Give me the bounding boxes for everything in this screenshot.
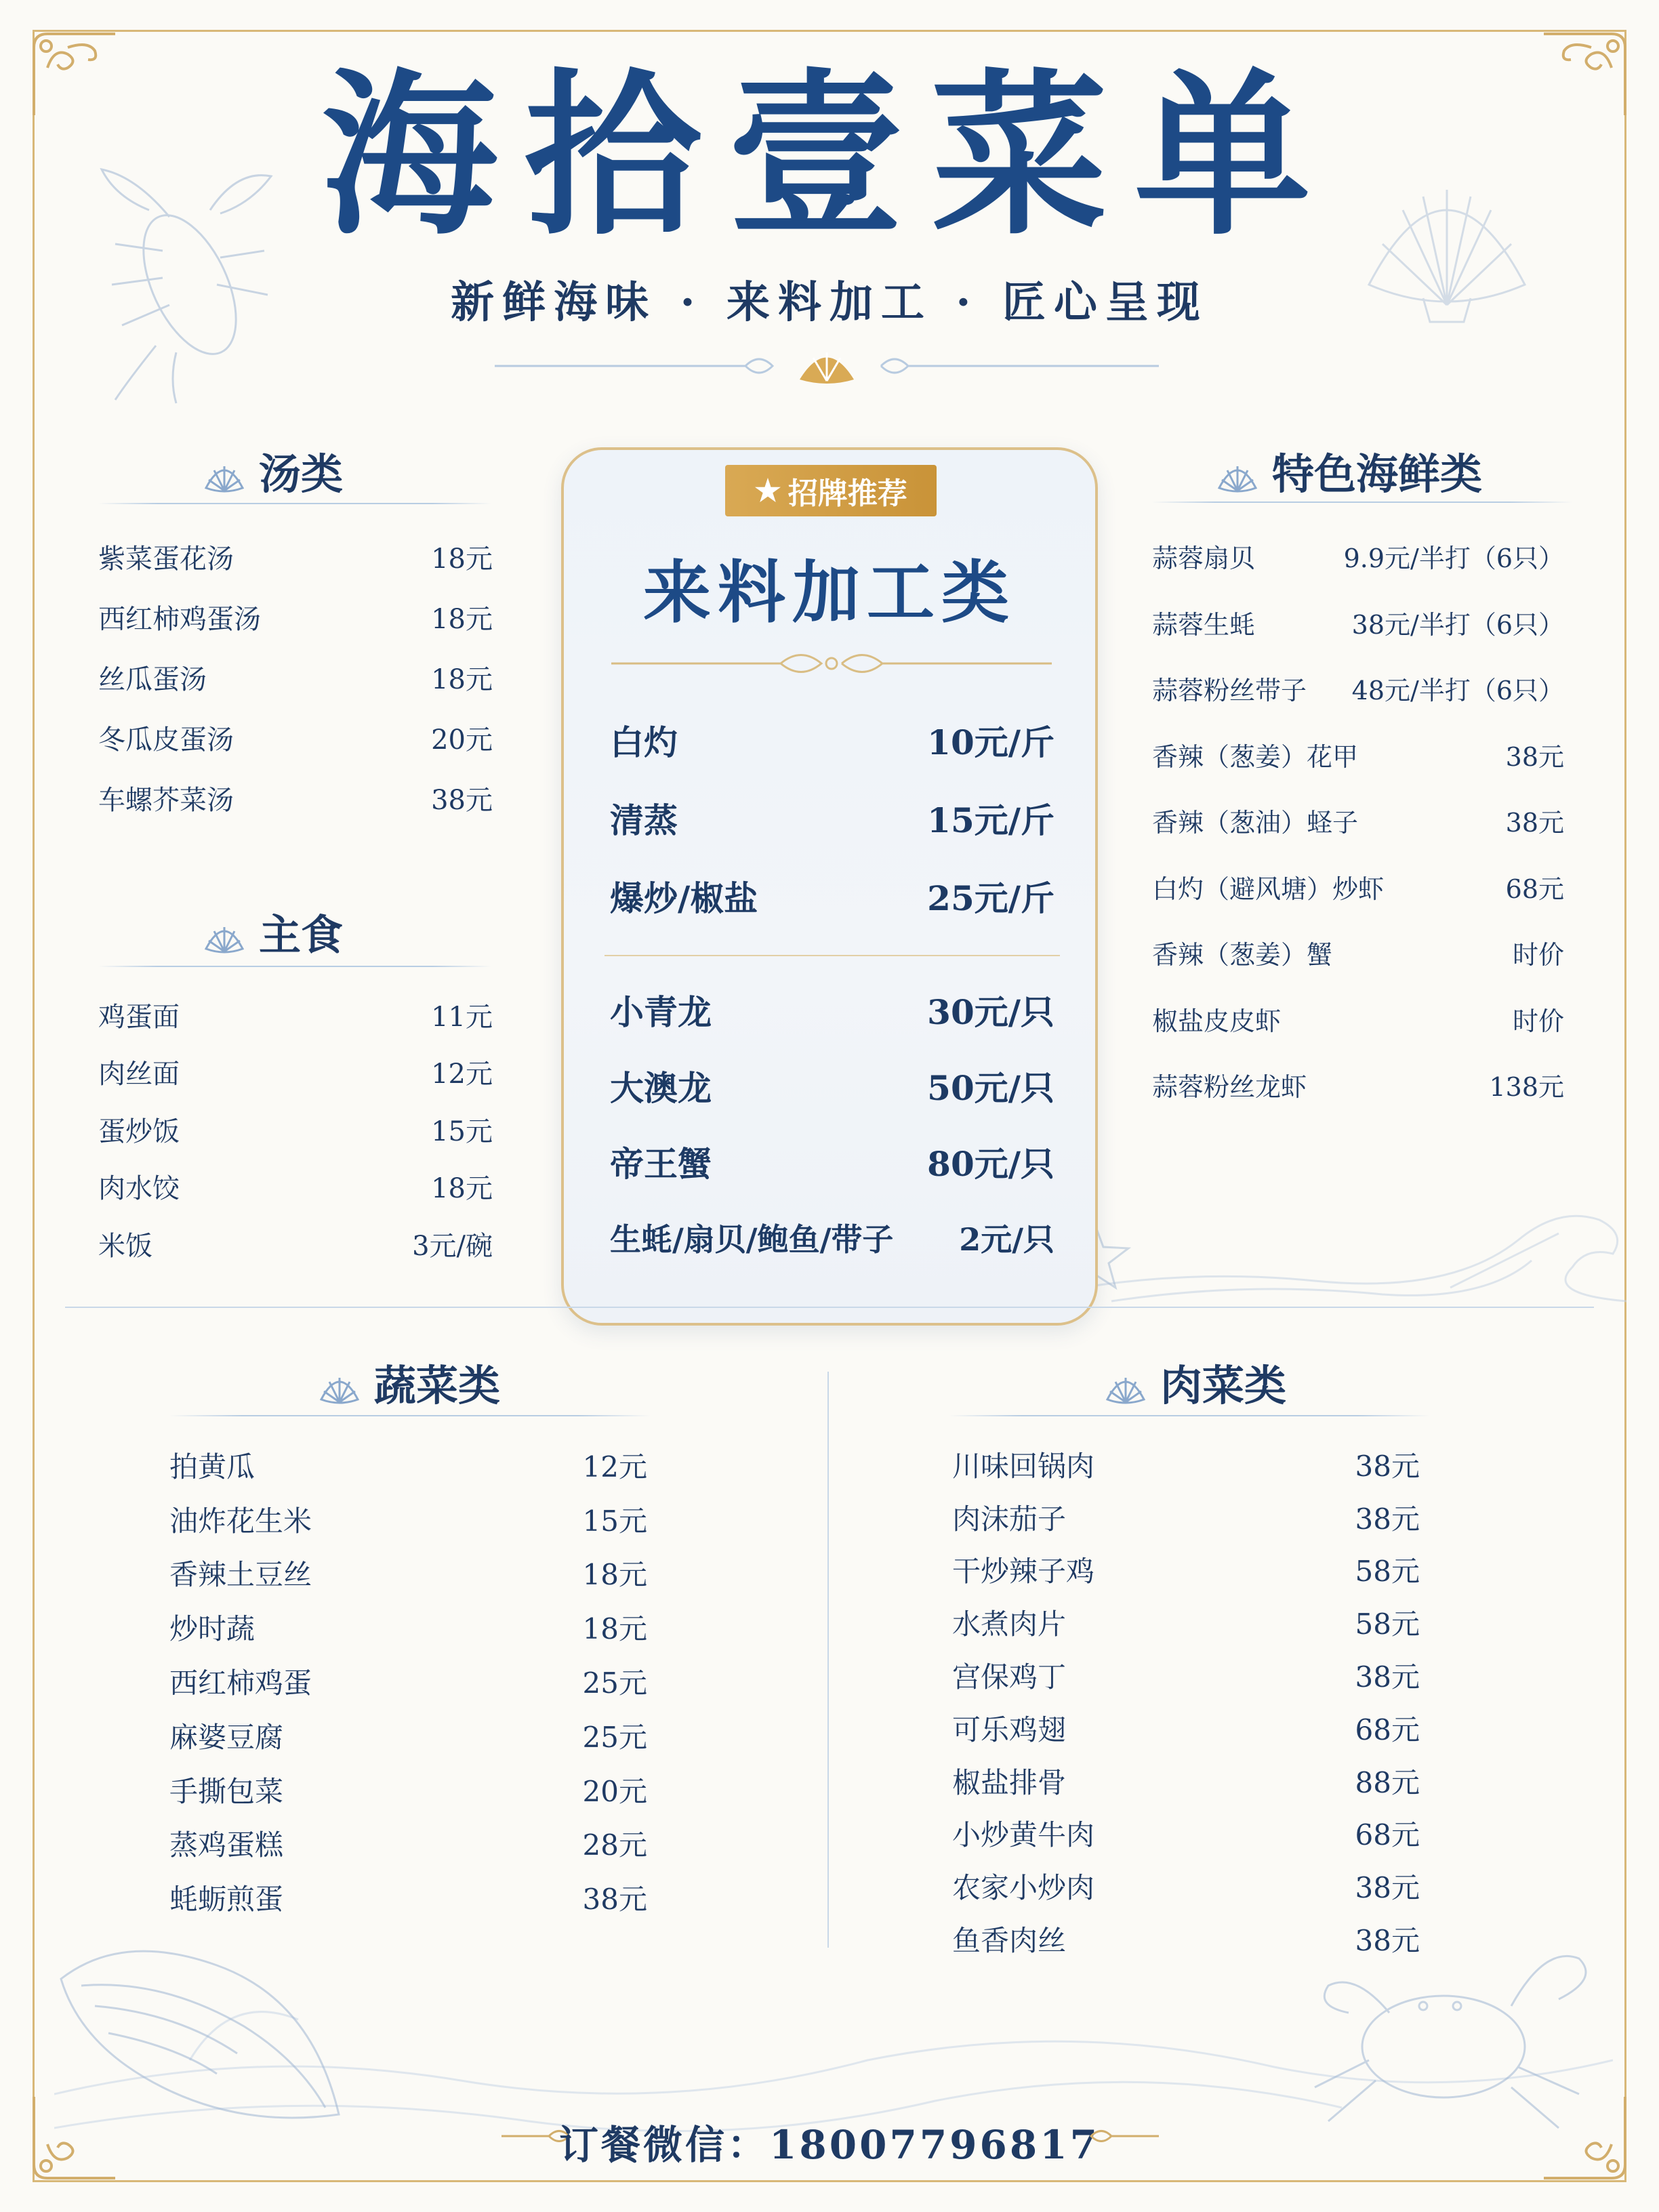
item-name: 西红柿鸡蛋汤 — [98, 604, 261, 635]
menu-item — [952, 1438, 1420, 1491]
menu-item — [952, 1912, 1420, 1965]
seafood-list — [1152, 523, 1564, 1118]
menu-item — [169, 1547, 647, 1601]
menu-item — [1152, 523, 1564, 590]
item-name: 手撕包菜 — [169, 1774, 284, 1808]
item-price: 25元 — [582, 1720, 647, 1754]
featured-group1 — [610, 701, 1054, 935]
menu-item — [98, 1044, 493, 1101]
item-price: 15元 — [582, 1504, 647, 1538]
item-name: 川味回锅肉 — [952, 1449, 1095, 1483]
soup-heading-label: 汤类 — [259, 449, 344, 499]
item-name: 蒸鸡蛋糕 — [169, 1828, 284, 1862]
item-price: 138元 — [1489, 1072, 1564, 1103]
item-name: 大澳龙 — [610, 1068, 712, 1108]
card-ornament-icon — [611, 643, 1052, 684]
item-name: 蛋炒饭 — [98, 1115, 180, 1147]
item-name: 麻婆豆腐 — [169, 1720, 284, 1754]
meat-heading — [1105, 1352, 1286, 1412]
item-price: 18元 — [582, 1558, 647, 1592]
menu-item — [1152, 920, 1564, 986]
item-name: 帝王蟹 — [610, 1144, 712, 1184]
item-name: 白灼（避风塘）炒虾 — [1152, 874, 1385, 904]
shell-icon — [203, 454, 245, 488]
item-price: 38元 — [1355, 1502, 1420, 1536]
menu-item — [98, 986, 493, 1044]
veg-heading-label: 蔬菜类 — [374, 1361, 501, 1410]
featured-card — [561, 447, 1098, 1326]
item-name: 水煮肉片 — [952, 1607, 1067, 1641]
item-price: 25元 — [582, 1666, 647, 1700]
meat-rule — [949, 1415, 1430, 1416]
item-price: 2元/只 — [959, 1221, 1054, 1258]
badge-label: 招牌推荐 — [787, 476, 907, 511]
menu-item — [98, 587, 493, 647]
item-name: 紫菜蛋花汤 — [98, 544, 234, 575]
item-price: 50元/只 — [927, 1068, 1054, 1108]
menu-item — [169, 1654, 647, 1708]
featured-heading: 来料加工类 — [643, 552, 1016, 632]
menu-item — [169, 1492, 647, 1547]
item-name: 清蒸 — [610, 800, 678, 840]
item-price: 30元/只 — [927, 992, 1054, 1032]
soup-rule — [98, 503, 491, 504]
item-price: 68元 — [1355, 1818, 1420, 1852]
menu-item — [952, 1702, 1420, 1755]
item-price: 9.9元/半打（6只） — [1343, 544, 1564, 574]
shell-icon — [319, 1366, 361, 1399]
veg-heading — [319, 1352, 500, 1412]
menu-item — [610, 701, 1054, 779]
item-price: 38元 — [1355, 1660, 1420, 1694]
item-price: 18元 — [431, 1173, 493, 1205]
column-divider — [827, 1372, 829, 1948]
item-price: 12元 — [582, 1450, 647, 1483]
item-name: 蒜蓉粉丝带子 — [1152, 676, 1307, 706]
staple-heading — [203, 901, 343, 962]
order-contact — [0, 2113, 1659, 2170]
item-price: 18元 — [582, 1612, 647, 1646]
menu-item — [1152, 590, 1564, 656]
menu-item — [98, 708, 493, 768]
menu-item — [98, 768, 493, 828]
menu-item — [169, 1600, 647, 1654]
item-price: 时价 — [1512, 940, 1564, 970]
header-divider-ornament — [488, 339, 1166, 393]
item-price: 58元 — [1355, 1555, 1420, 1589]
menu-item — [610, 779, 1054, 857]
item-price: 38元 — [1505, 808, 1564, 838]
item-name: 干炒辣子鸡 — [952, 1555, 1095, 1589]
item-name: 鱼香肉丝 — [952, 1924, 1067, 1958]
soup-list — [98, 527, 493, 828]
item-name: 小青龙 — [610, 992, 712, 1032]
item-name: 米饭 — [98, 1230, 152, 1262]
section-divider — [65, 1307, 1594, 1308]
item-name: 生蚝/扇贝/鲍鱼/带子 — [610, 1221, 894, 1258]
menu-item — [952, 1860, 1420, 1912]
menu-item — [1152, 854, 1564, 920]
item-price: 38元 — [1355, 1449, 1420, 1483]
item-price: 68元 — [1355, 1713, 1420, 1746]
seafood-heading-label: 特色海鲜类 — [1272, 449, 1483, 499]
item-price: 20元 — [582, 1774, 647, 1808]
veg-rule — [169, 1415, 651, 1416]
item-name: 香辣（葱姜）蟹 — [1152, 940, 1333, 970]
item-name: 拍黄瓜 — [169, 1450, 255, 1483]
item-price: 3元/碗 — [412, 1230, 493, 1262]
menu-item — [952, 1807, 1420, 1860]
menu-item — [952, 1491, 1420, 1544]
item-price: 15元/斤 — [927, 800, 1054, 840]
item-price: 18元 — [431, 544, 493, 575]
item-name: 炒时蔬 — [169, 1612, 255, 1646]
item-name: 蚝蛎煎蛋 — [169, 1883, 284, 1917]
star-icon: ★ — [754, 473, 781, 508]
item-price: 48元/半打（6只） — [1351, 676, 1564, 706]
meat-heading-label: 肉菜类 — [1160, 1361, 1287, 1410]
menu-item — [98, 1215, 493, 1273]
shell-icon — [1216, 454, 1258, 488]
item-name: 可乐鸡翅 — [952, 1713, 1067, 1746]
item-name: 肉丝面 — [98, 1059, 180, 1090]
menu-item — [169, 1870, 647, 1925]
item-price: 38元 — [1355, 1924, 1420, 1958]
menu-item — [98, 1101, 493, 1158]
footer-ornament-icon — [1084, 2123, 1159, 2150]
menu-item — [610, 857, 1054, 935]
item-price: 38元 — [582, 1883, 647, 1917]
item-name: 冬瓜皮蛋汤 — [98, 724, 234, 756]
menu-item — [952, 1649, 1420, 1702]
item-price: 88元 — [1355, 1765, 1420, 1799]
menu-item — [1152, 655, 1564, 722]
menu-item — [610, 1200, 1054, 1275]
item-price: 38元/半打（6只） — [1351, 609, 1564, 640]
item-price: 25元/斤 — [927, 878, 1054, 918]
menu-item — [169, 1438, 647, 1492]
menu-item — [169, 1708, 647, 1763]
item-name: 小炒黄牛肉 — [952, 1818, 1095, 1852]
menu-item — [169, 1763, 647, 1817]
veg-list — [169, 1438, 647, 1925]
contact-phone: 18007796817 — [769, 2122, 1100, 2168]
item-price: 38元 — [1355, 1871, 1420, 1905]
menu-item — [1152, 1052, 1564, 1118]
featured-group2 — [610, 972, 1054, 1275]
item-price: 10元/斤 — [927, 722, 1054, 762]
item-name: 肉沫茄子 — [952, 1502, 1067, 1536]
card-separator — [605, 955, 1060, 956]
staple-list — [98, 986, 493, 1273]
shell-icon — [1105, 1366, 1147, 1399]
contact-label: 订餐微信： — [559, 2122, 770, 2168]
item-name: 白灼 — [610, 722, 678, 762]
item-price: 11元 — [431, 1001, 493, 1033]
item-name: 肉水饺 — [98, 1173, 180, 1205]
item-price: 38元 — [431, 785, 493, 816]
menu-item — [98, 1158, 493, 1216]
item-price: 20元 — [431, 724, 493, 756]
menu-title: 海拾壹菜单 — [321, 52, 1338, 259]
menu-item — [1152, 986, 1564, 1052]
menu-item — [169, 1817, 647, 1871]
soup-heading — [203, 441, 343, 501]
item-price: 68元 — [1505, 874, 1564, 904]
item-price: 38元 — [1505, 741, 1564, 772]
item-price: 18元 — [431, 664, 493, 695]
menu-item — [610, 972, 1054, 1048]
item-name: 车螺芥菜汤 — [98, 785, 234, 816]
menu-item — [610, 1048, 1054, 1124]
menu-item — [98, 527, 493, 587]
item-name: 油炸花生米 — [169, 1504, 312, 1538]
item-price: 12元 — [431, 1059, 493, 1090]
item-name: 蒜蓉粉丝龙虾 — [1152, 1072, 1307, 1103]
item-price: 时价 — [1512, 1006, 1564, 1036]
menu-subtitle: 新鲜海味 · 来料加工 · 匠心呈现 — [451, 277, 1208, 328]
item-name: 蒜蓉生蚝 — [1152, 609, 1256, 640]
item-price: 18元 — [431, 604, 493, 635]
item-name: 宫保鸡丁 — [952, 1660, 1067, 1694]
item-name: 鸡蛋面 — [98, 1001, 180, 1033]
item-price: 15元 — [431, 1115, 493, 1147]
menu-item — [1152, 787, 1564, 854]
item-name: 椒盐排骨 — [952, 1765, 1067, 1799]
item-name: 丝瓜蛋汤 — [98, 664, 207, 695]
menu-item — [610, 1124, 1054, 1200]
item-name: 香辣（葱油）蛏子 — [1152, 808, 1359, 838]
item-name: 爆炒/椒盐 — [610, 878, 758, 918]
menu-item — [952, 1544, 1420, 1597]
item-price: 28元 — [582, 1828, 647, 1862]
item-name: 椒盐皮皮虾 — [1152, 1006, 1282, 1036]
menu-item — [1152, 722, 1564, 788]
meat-list — [952, 1438, 1420, 1965]
item-name: 农家小炒肉 — [952, 1871, 1095, 1905]
oyster-sketch-icon — [41, 1925, 352, 2142]
seafood-heading — [1216, 441, 1482, 501]
item-price: 80元/只 — [927, 1144, 1054, 1184]
item-price: 58元 — [1355, 1607, 1420, 1641]
item-name: 西红柿鸡蛋 — [169, 1666, 312, 1700]
item-name: 香辣（葱姜）花甲 — [1152, 741, 1359, 772]
shell-icon — [203, 915, 245, 949]
staple-heading-label: 主食 — [259, 910, 344, 960]
item-name: 香辣土豆丝 — [169, 1558, 312, 1592]
menu-item — [952, 1755, 1420, 1807]
menu-item — [952, 1596, 1420, 1649]
item-name: 蒜蓉扇贝 — [1152, 544, 1256, 574]
menu-item — [98, 647, 493, 708]
seafood-rule — [1152, 501, 1572, 503]
signature-badge — [725, 465, 937, 516]
staple-rule — [98, 966, 491, 967]
